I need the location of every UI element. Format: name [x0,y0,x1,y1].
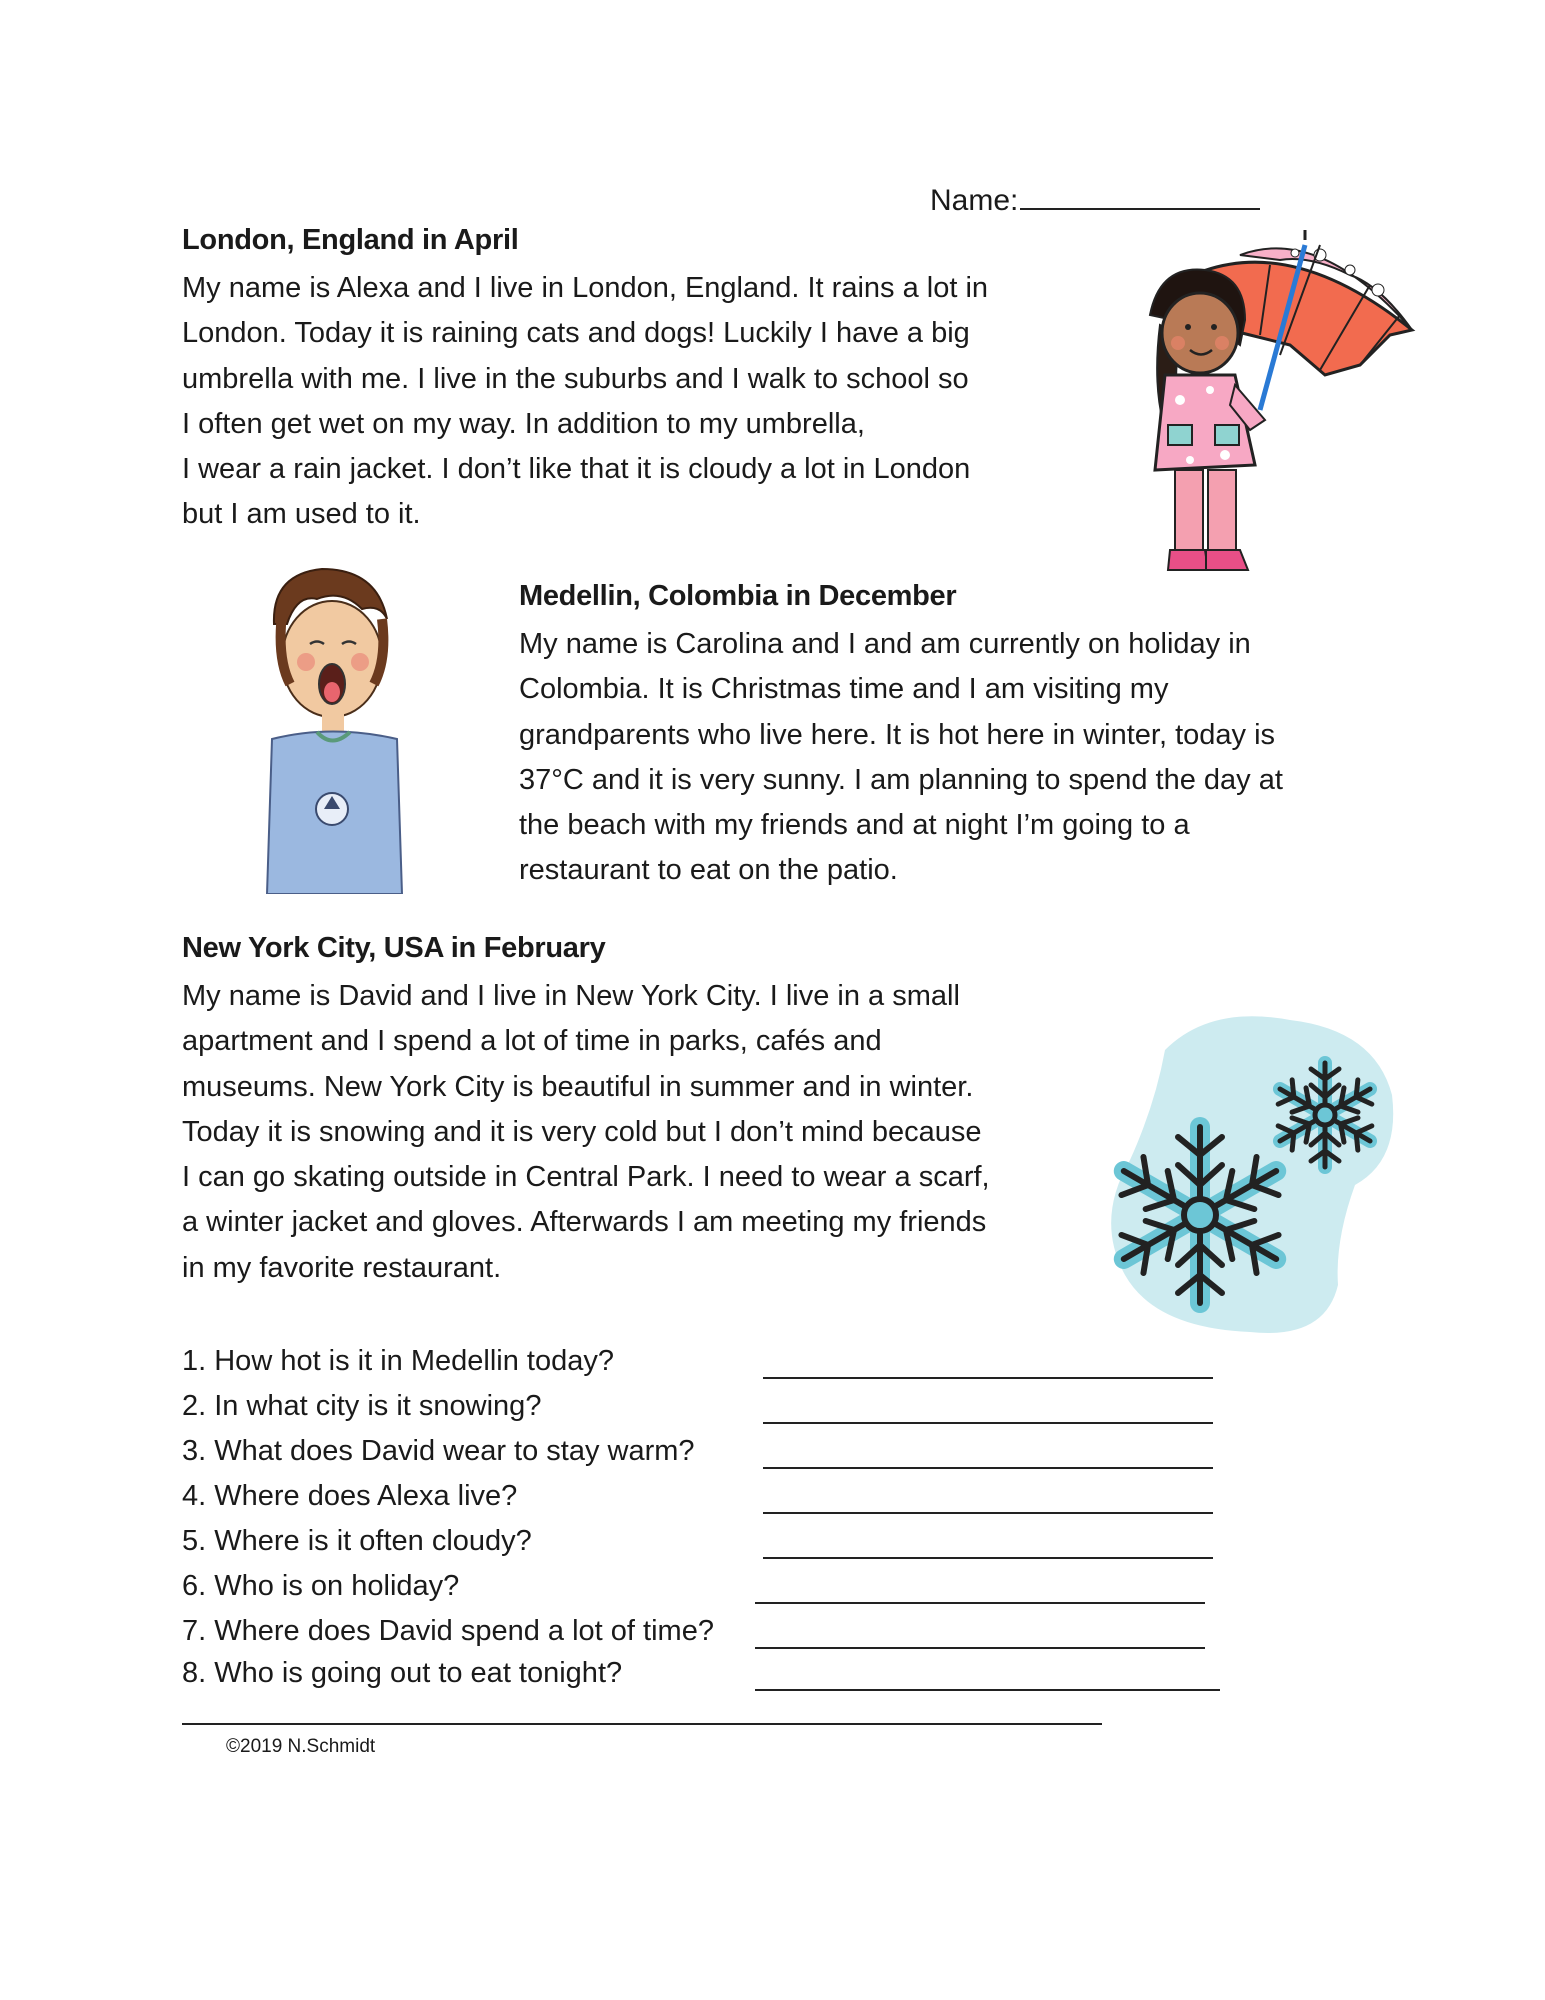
text-line: My name is David and I live in New York City. I live in a small [182,980,960,1012]
answer-line-4[interactable] [763,1512,1213,1514]
question-6: 6. Who is on holiday? [182,1570,460,1602]
snowflake-icon [1100,1010,1400,1340]
section-heading-london: London, England in April [182,224,519,256]
answer-line-3[interactable] [763,1467,1213,1469]
question-8: 8. Who is going out to eat tonight? [182,1657,623,1689]
copyright: ©2019 N.Schmidt [226,1736,376,1757]
text-line: My name is Carolina and I and am currently on holiday in [519,628,1251,660]
question-4: 4. Where does Alexa live? [182,1480,518,1512]
question-5: 5. Where is it often cloudy? [182,1525,532,1557]
answer-line-5[interactable] [763,1557,1213,1559]
section-heading-new-york: New York City, USA in February [182,932,606,964]
name-blank-line[interactable] [1020,182,1260,210]
answer-line-6[interactable] [755,1602,1205,1604]
answer-line-2[interactable] [763,1422,1213,1424]
section-heading-medellin: Medellin, Colombia in December [519,580,957,612]
girl-with-umbrella-icon [1120,225,1440,625]
text-line: museums. New York City is beautiful in summer and in winter. [182,1070,974,1103]
text-line: umbrella with me. I live in the suburbs and I walk to school so [182,362,969,395]
text-line: I often get wet on my way. In addition to my umbrella, [182,407,865,440]
name-label: Name: [930,184,1019,217]
question-1: 1. How hot is it in Medellin today? [182,1345,614,1377]
text-line: London. Today it is raining cats and dogs! Luckily I have a big [182,317,970,350]
name-field[interactable] [930,182,1260,218]
text-line: restaurant to eat on the patio. [519,854,898,887]
section-text-medellin [519,622,1283,894]
text-line: I wear a rain jacket. I don’t like that it is cloudy a lot in London [182,453,971,486]
text-line: Colombia. It is Christmas time and I am visiting my [519,673,1169,706]
question-2: 2. In what city is it snowing? [182,1390,542,1422]
text-line: 37°C and it is very sunny. I am planning to spend the day at [519,763,1283,796]
footer-rule [182,1723,1102,1725]
text-line: in my favorite restaurant. [182,1251,502,1284]
question-7: 7. Where does David spend a lot of time? [182,1615,714,1647]
text-line: Today it is snowing and it is very cold but I don’t mind because [182,1115,982,1148]
answer-line-1[interactable] [763,1377,1213,1379]
text-line: I can go skating outside in Central Park. I need to wear a scarf, [182,1161,990,1194]
text-line: the beach with my friends and at night I’m going to a [519,809,1190,842]
text-line: apartment and I spend a lot of time in parks, cafés and [182,1025,882,1058]
answer-line-8[interactable] [755,1689,1220,1691]
answer-line-7[interactable] [755,1647,1205,1649]
question-3: 3. What does David wear to stay warm? [182,1435,695,1467]
section-text-new-york [182,974,990,1291]
text-line: a winter jacket and gloves. Afterwards I am meeting my friends [182,1206,987,1239]
text-line: My name is Alexa and I live in London, England. It rains a lot in [182,272,989,304]
text-line: but I am used to it. [182,498,421,531]
sick-boy-icon [262,564,412,894]
text-line: grandparents who live here. It is hot here in winter, today is [519,718,1276,751]
section-text-london [182,266,988,538]
